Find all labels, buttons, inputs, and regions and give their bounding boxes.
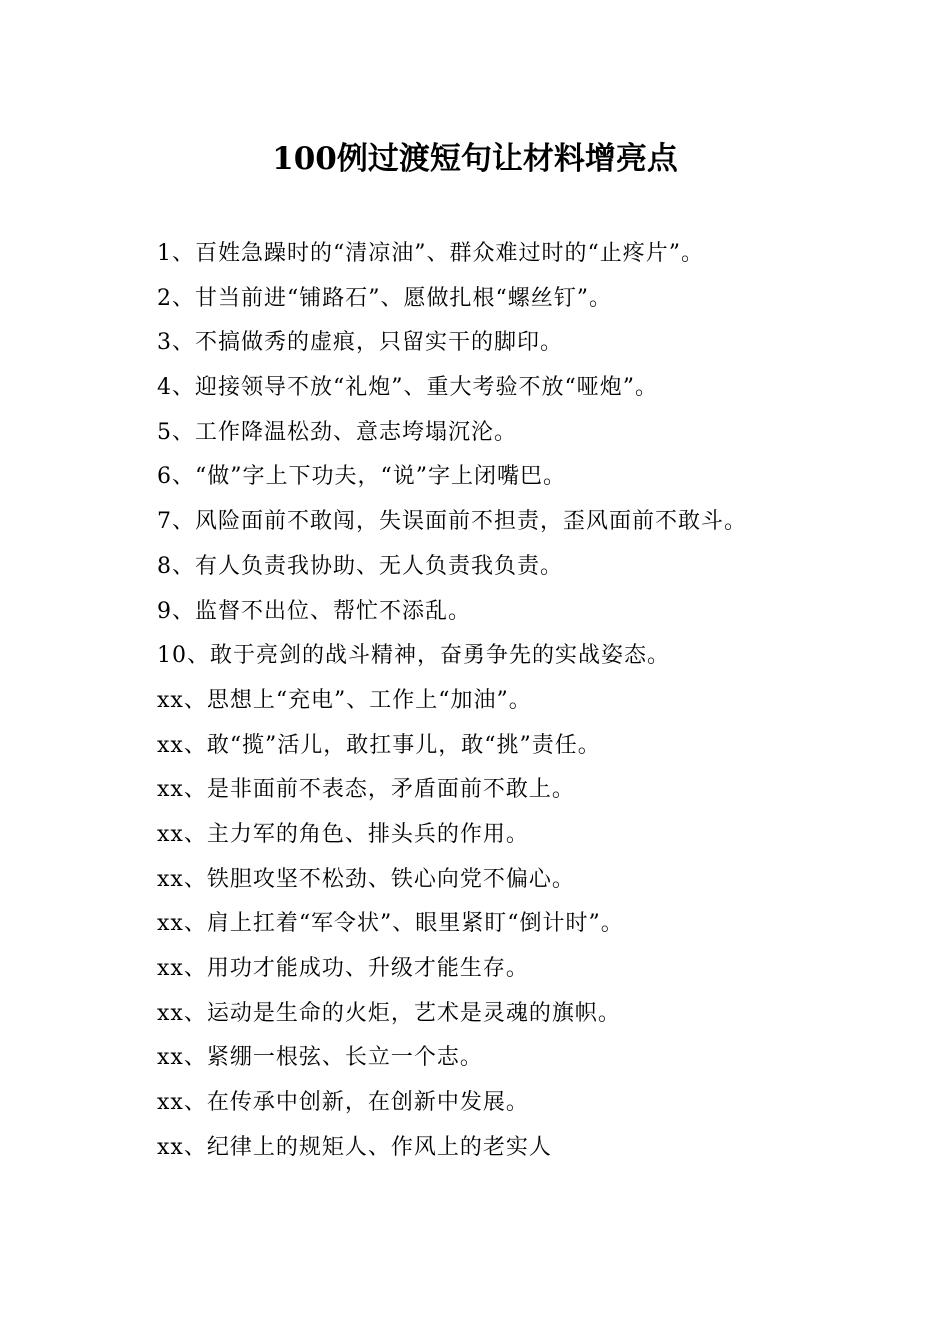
list-item: 2、甘当前进“铺路石”、愿做扎根“螺丝钉”。: [157, 285, 612, 311]
list-item: xx、主力军的角色、排头兵的作用。: [157, 821, 529, 847]
list-item: xx、肩上扛着“军令状”、眼里紧盯“倒计时”。: [157, 911, 624, 937]
list-item: 6、“做”字上下功夫，“说”字上闭嘴巴。: [157, 464, 566, 490]
list-item: xx、思想上“充电”、工作上“加油”。: [157, 687, 532, 713]
list-item: 9、监督不出位、帮忙不添乱。: [157, 598, 471, 624]
list-item: 4、迎接领导不放“礼炮”、重大考验不放“哑炮”。: [157, 375, 658, 401]
list-item: 1、百姓急躁时的“清凉油”、群众难过时的“止疼片”。: [157, 241, 704, 266]
document-title: 100例过渡短句让材料增亮点: [272, 141, 678, 177]
list-item: xx、纪律上的规矩人、作风上的老实人: [157, 1134, 552, 1160]
list-item: 3、不搞做秀的虚痕，只留实干的脚印。: [157, 330, 563, 356]
list-item: xx、敢“揽”活儿，敢扛事儿，敢“挑”责任。: [157, 732, 601, 758]
list-item: 8、有人负责我协助、无人负责我负责。: [157, 553, 563, 579]
list-item: xx、铁胆攻坚不松劲、铁心向党不偏心。: [157, 866, 575, 892]
phrase-list: [157, 232, 837, 1170]
list-item: 10、敢于亮剑的战斗精神，奋勇争先的实战姿态。: [157, 643, 670, 669]
list-item: xx、运动是生命的火炬，艺术是灵魂的旗帜。: [157, 1000, 621, 1026]
list-item: xx、在传承中创新，在创新中发展。: [157, 1090, 529, 1116]
list-item: xx、是非面前不表态，矛盾面前不敢上。: [157, 777, 575, 803]
list-item: xx、紧绷一根弦、长立一个志。: [157, 1045, 483, 1071]
list-item: xx、用功才能成功、升级才能生存。: [157, 956, 529, 981]
list-item: 5、工作降温松劲、意志垮塌沉沦。: [157, 419, 517, 445]
list-item: 7、风险面前不敢闯，失误面前不担责，歪风面前不敢斗。: [157, 509, 747, 535]
